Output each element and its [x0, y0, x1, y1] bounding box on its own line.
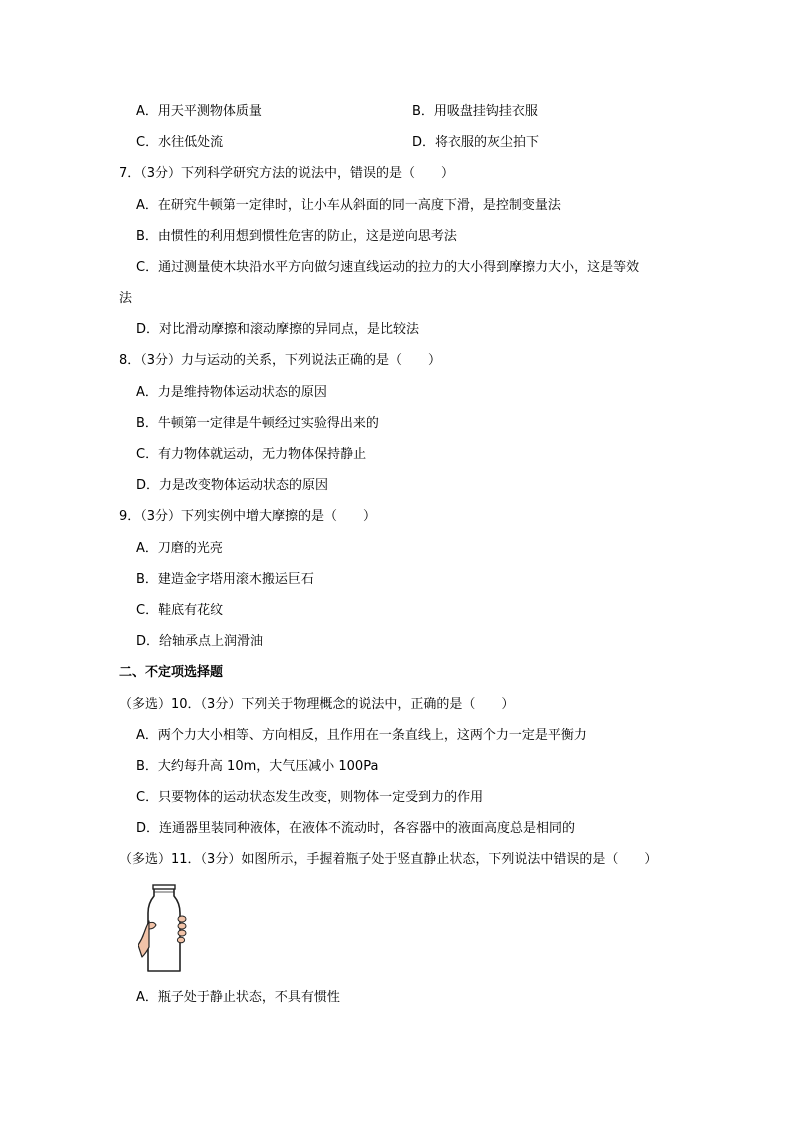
q8-option-d: D．力是改变物体运动状态的原因	[136, 478, 329, 493]
q10-option-c: C．只要物体的运动状态发生改变，则物体一定受到力的作用	[136, 790, 484, 805]
q6-option-a: A．用天平测物体质量	[136, 104, 262, 119]
q6-option-b: B．用吸盘挂钩挂衣服	[412, 104, 538, 119]
q9-option-b: B．建造金字塔用滚木搬运巨石	[136, 572, 314, 587]
q6-option-d: D．将衣服的灰尘拍下	[412, 135, 540, 150]
q8-option-b: B．牛顿第一定律是牛顿经过实验得出来的	[136, 416, 379, 431]
q10-option-b: B．大约每升高 10m，大气压减小 100Pa	[136, 759, 379, 774]
q10-stem: （多选）10．（3分）下列关于物理概念的说法中，正确的是（ ）	[119, 697, 515, 712]
q6-option-c: C．水往低处流	[136, 135, 224, 150]
q7-option-b: B．由惯性的利用想到惯性危害的防止，这是逆向思考法	[136, 229, 457, 244]
q7-stem: 7．（3分）下列科学研究方法的说法中，错误的是（ ）	[119, 166, 455, 181]
q11-option-a: A．瓶子处于静止状态，不具有惯性	[136, 990, 340, 1005]
q9-stem: 9．（3分）下列实例中增大摩擦的是（ ）	[119, 509, 377, 524]
q8-option-a: A．力是维持物体运动状态的原因	[136, 385, 327, 400]
q7-option-c: C．通过测量使木块沿水平方向做匀速直线运动的拉力的大小得到摩擦力大小，这是等效	[136, 260, 640, 275]
hand-holding-bottle-figure	[138, 883, 194, 975]
q7-option-a: A．在研究牛顿第一定律时，让小车从斜面的同一高度下滑，是控制变量法	[136, 198, 561, 213]
q8-option-c: C．有力物体就运动，无力物体保持静止	[136, 447, 367, 462]
q9-option-c: C．鞋底有花纹	[136, 603, 224, 618]
q9-option-a: A．刀磨的光亮	[136, 541, 223, 556]
q7-option-c-continued: 法	[119, 291, 133, 306]
section-2-heading: 二、不定项选择题	[119, 665, 224, 680]
q10-option-d: D．连通器里装同种液体，在液体不流动时，各容器中的液面高度总是相同的	[136, 821, 576, 836]
q11-stem: （多选）11．（3分）如图所示，手握着瓶子处于竖直静止状态，下列说法中错误的是（ ）	[119, 852, 658, 867]
q10-option-a: A．两个力大小相等、方向相反，且作用在一条直线上，这两个力一定是平衡力	[136, 728, 587, 743]
q8-stem: 8．（3分）力与运动的关系，下列说法正确的是（ ）	[119, 353, 442, 368]
q9-option-d: D．给轴承点上润滑油	[136, 634, 264, 649]
q7-option-d: D．对比滑动摩擦和滚动摩擦的异同点，是比较法	[136, 322, 420, 337]
